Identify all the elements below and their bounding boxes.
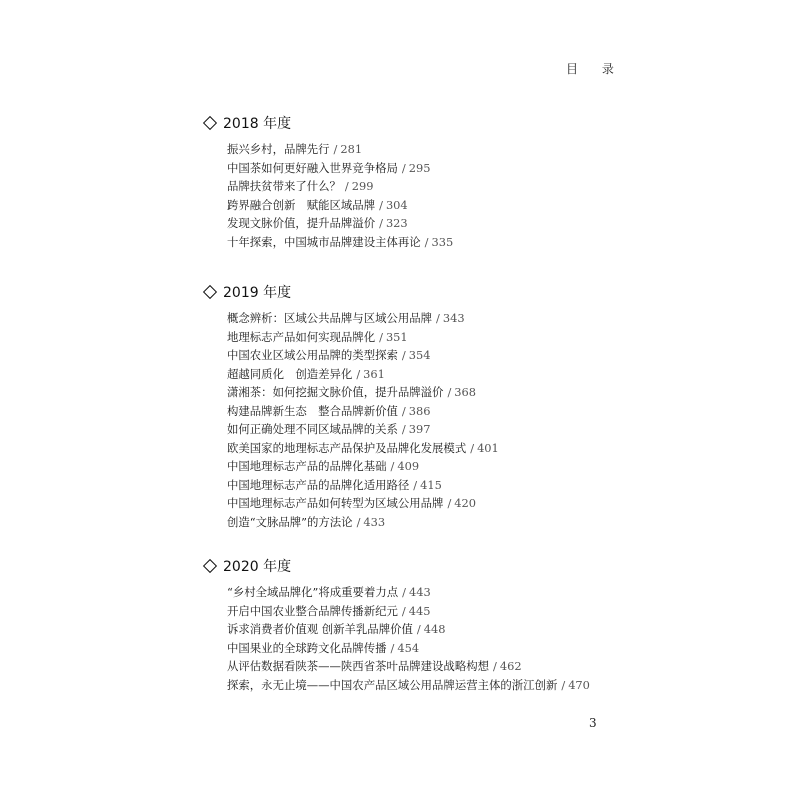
entry-page-number: 354 (408, 348, 431, 362)
toc-entry[interactable] (227, 513, 622, 532)
toc-entry[interactable] (227, 159, 622, 178)
entry-separator: / (390, 459, 395, 473)
toc-entry[interactable] (227, 233, 622, 252)
running-head: 目 录 (566, 62, 624, 76)
entry-title: 创造“文脉品牌”的方法论 (227, 514, 353, 529)
entry-title: 构建品牌新生态 整合品牌新价值 (227, 403, 398, 418)
entry-page-number: 448 (423, 622, 446, 636)
entry-title: 中国农业区域公用品牌的类型探索 (227, 348, 398, 362)
entry-title: 跨界融合创新 赋能区域品牌 (227, 197, 376, 212)
entry-title: 发现文脉价值，提升品牌溢价 (227, 216, 376, 230)
toc-section (202, 556, 622, 694)
entry-page-number: 335 (431, 234, 454, 249)
entry-page-number: 454 (397, 640, 420, 655)
entry-page-number: 470 (568, 677, 590, 692)
entry-page-number: 445 (408, 603, 431, 618)
entry-separator: / (401, 422, 406, 436)
section-heading (202, 282, 622, 302)
entry-page-number: 401 (477, 440, 499, 455)
toc-entry[interactable] (227, 476, 622, 495)
entry-separator: / (379, 216, 383, 230)
entry-title: 潇湘茶：如何挖掘文脉价值，提升品牌溢价 (227, 385, 444, 399)
section-heading (202, 113, 622, 133)
entry-title: 中国地理标志产品的品牌化适用路径 (227, 477, 410, 492)
entry-separator: / (470, 440, 475, 455)
toc-entry[interactable] (227, 583, 622, 602)
section-year: 2018 年度 (223, 116, 292, 132)
entry-page-number: 323 (385, 216, 408, 230)
entry-page-number: 343 (442, 311, 465, 325)
entry-page-number: 462 (499, 659, 522, 673)
section-year: 2019 年度 (223, 285, 292, 301)
toc-entry[interactable] (227, 309, 622, 328)
toc-entry-list (227, 309, 622, 531)
toc-entry[interactable] (227, 602, 622, 621)
toc-entry-list (227, 140, 622, 251)
entry-page-number: 443 (408, 585, 431, 599)
toc-entry[interactable] (227, 420, 622, 439)
entry-separator: / (493, 659, 497, 673)
toc-entry[interactable] (227, 402, 622, 421)
entry-page-number: 397 (408, 422, 431, 436)
entry-separator: / (401, 348, 406, 362)
entry-page-number: 281 (340, 142, 363, 156)
entry-title: 从评估数据看陕茶——陕西省茶叶品牌建设战略构想 (227, 659, 489, 673)
toc-entry[interactable] (227, 346, 622, 365)
entry-page-number: 304 (385, 197, 408, 212)
entry-page-number: 420 (454, 496, 477, 510)
entry-separator: / (416, 622, 421, 636)
entry-title: 十年探索，中国城市品牌建设主体再论 (227, 234, 421, 249)
entry-page-number: 361 (363, 366, 385, 381)
entry-title: 开启中国农业整合品牌传播新纪元 (227, 603, 398, 618)
toc-entry[interactable] (227, 196, 622, 215)
entry-page-number: 433 (363, 514, 386, 529)
entry-separator: / (401, 160, 406, 175)
entry-separator: / (333, 142, 338, 156)
page-number: 3 (589, 716, 597, 730)
entry-separator: / (356, 366, 361, 381)
entry-title: 诉求消费者价值观 创新羊乳品牌价值 (227, 622, 413, 636)
entry-page-number: 415 (420, 477, 442, 492)
entry-separator: / (561, 677, 566, 692)
entry-separator: / (436, 311, 440, 325)
toc-entry[interactable] (227, 620, 622, 639)
toc-entry[interactable] (227, 494, 622, 513)
entry-separator: / (401, 403, 406, 418)
toc-entry[interactable] (227, 365, 622, 384)
section-year: 2020 年度 (223, 559, 292, 575)
toc-entry[interactable] (227, 457, 622, 476)
toc-section (202, 282, 622, 531)
entry-title: 欧美国家的地理标志产品保护及品牌化发展模式 (227, 440, 467, 455)
entry-title: 中国果业的全球跨文化品牌传播 (227, 640, 387, 655)
entry-page-number: 368 (454, 385, 477, 399)
toc-entry[interactable] (227, 328, 622, 347)
entry-title: 概念辨析：区域公共品牌与区域公用品牌 (227, 311, 433, 325)
entry-separator: / (379, 329, 383, 344)
entry-title: 品牌扶贫带来了什么？ (227, 179, 341, 193)
entry-page-number: 299 (351, 179, 374, 193)
diamond-icon (203, 116, 217, 130)
toc-entry[interactable] (227, 639, 622, 658)
entry-page-number: 409 (397, 459, 420, 473)
toc-entry[interactable] (227, 657, 622, 676)
section-heading (202, 556, 622, 576)
entry-title: 探索，永无止境——中国农产品区域公用品牌运营主体的浙江创新 (227, 677, 558, 692)
entry-separator: / (379, 197, 383, 212)
entry-page-number: 295 (408, 160, 431, 175)
entry-title: 振兴乡村，品牌先行 (227, 142, 330, 156)
toc-entry[interactable] (227, 676, 622, 695)
entry-separator: / (413, 477, 418, 492)
toc-entry[interactable] (227, 214, 622, 233)
toc-entry[interactable] (227, 177, 622, 196)
toc-entry[interactable] (227, 383, 622, 402)
entry-title: 中国茶如何更好融入世界竞争格局 (227, 160, 398, 175)
entry-separator: / (447, 385, 452, 399)
entry-title: 如何正确处理不同区域品牌的关系 (227, 422, 398, 436)
diamond-icon (203, 559, 217, 573)
toc-entry[interactable] (227, 439, 622, 458)
toc-entry[interactable] (227, 140, 622, 159)
entry-page-number: 351 (385, 329, 408, 344)
entry-title: 中国地理标志产品如何转型为区域公用品牌 (227, 496, 444, 510)
entry-separator: / (447, 496, 452, 510)
toc-entry-list (227, 583, 622, 694)
entry-title: 中国地理标志产品的品牌化基础 (227, 459, 387, 473)
toc-section (202, 113, 622, 251)
entry-separator: / (344, 179, 349, 193)
entry-page-number: 386 (408, 403, 431, 418)
diamond-icon (203, 285, 217, 299)
entry-separator: / (401, 603, 406, 618)
entry-title: 超越同质化 创造差异化 (227, 366, 353, 381)
entry-title: 地理标志产品如何实现品牌化 (227, 329, 376, 344)
entry-separator: / (402, 585, 406, 599)
entry-separator: / (356, 514, 361, 529)
entry-separator: / (424, 234, 429, 249)
entry-separator: / (390, 640, 395, 655)
entry-title: “乡村全域品牌化”将成重要着力点 (227, 585, 399, 599)
